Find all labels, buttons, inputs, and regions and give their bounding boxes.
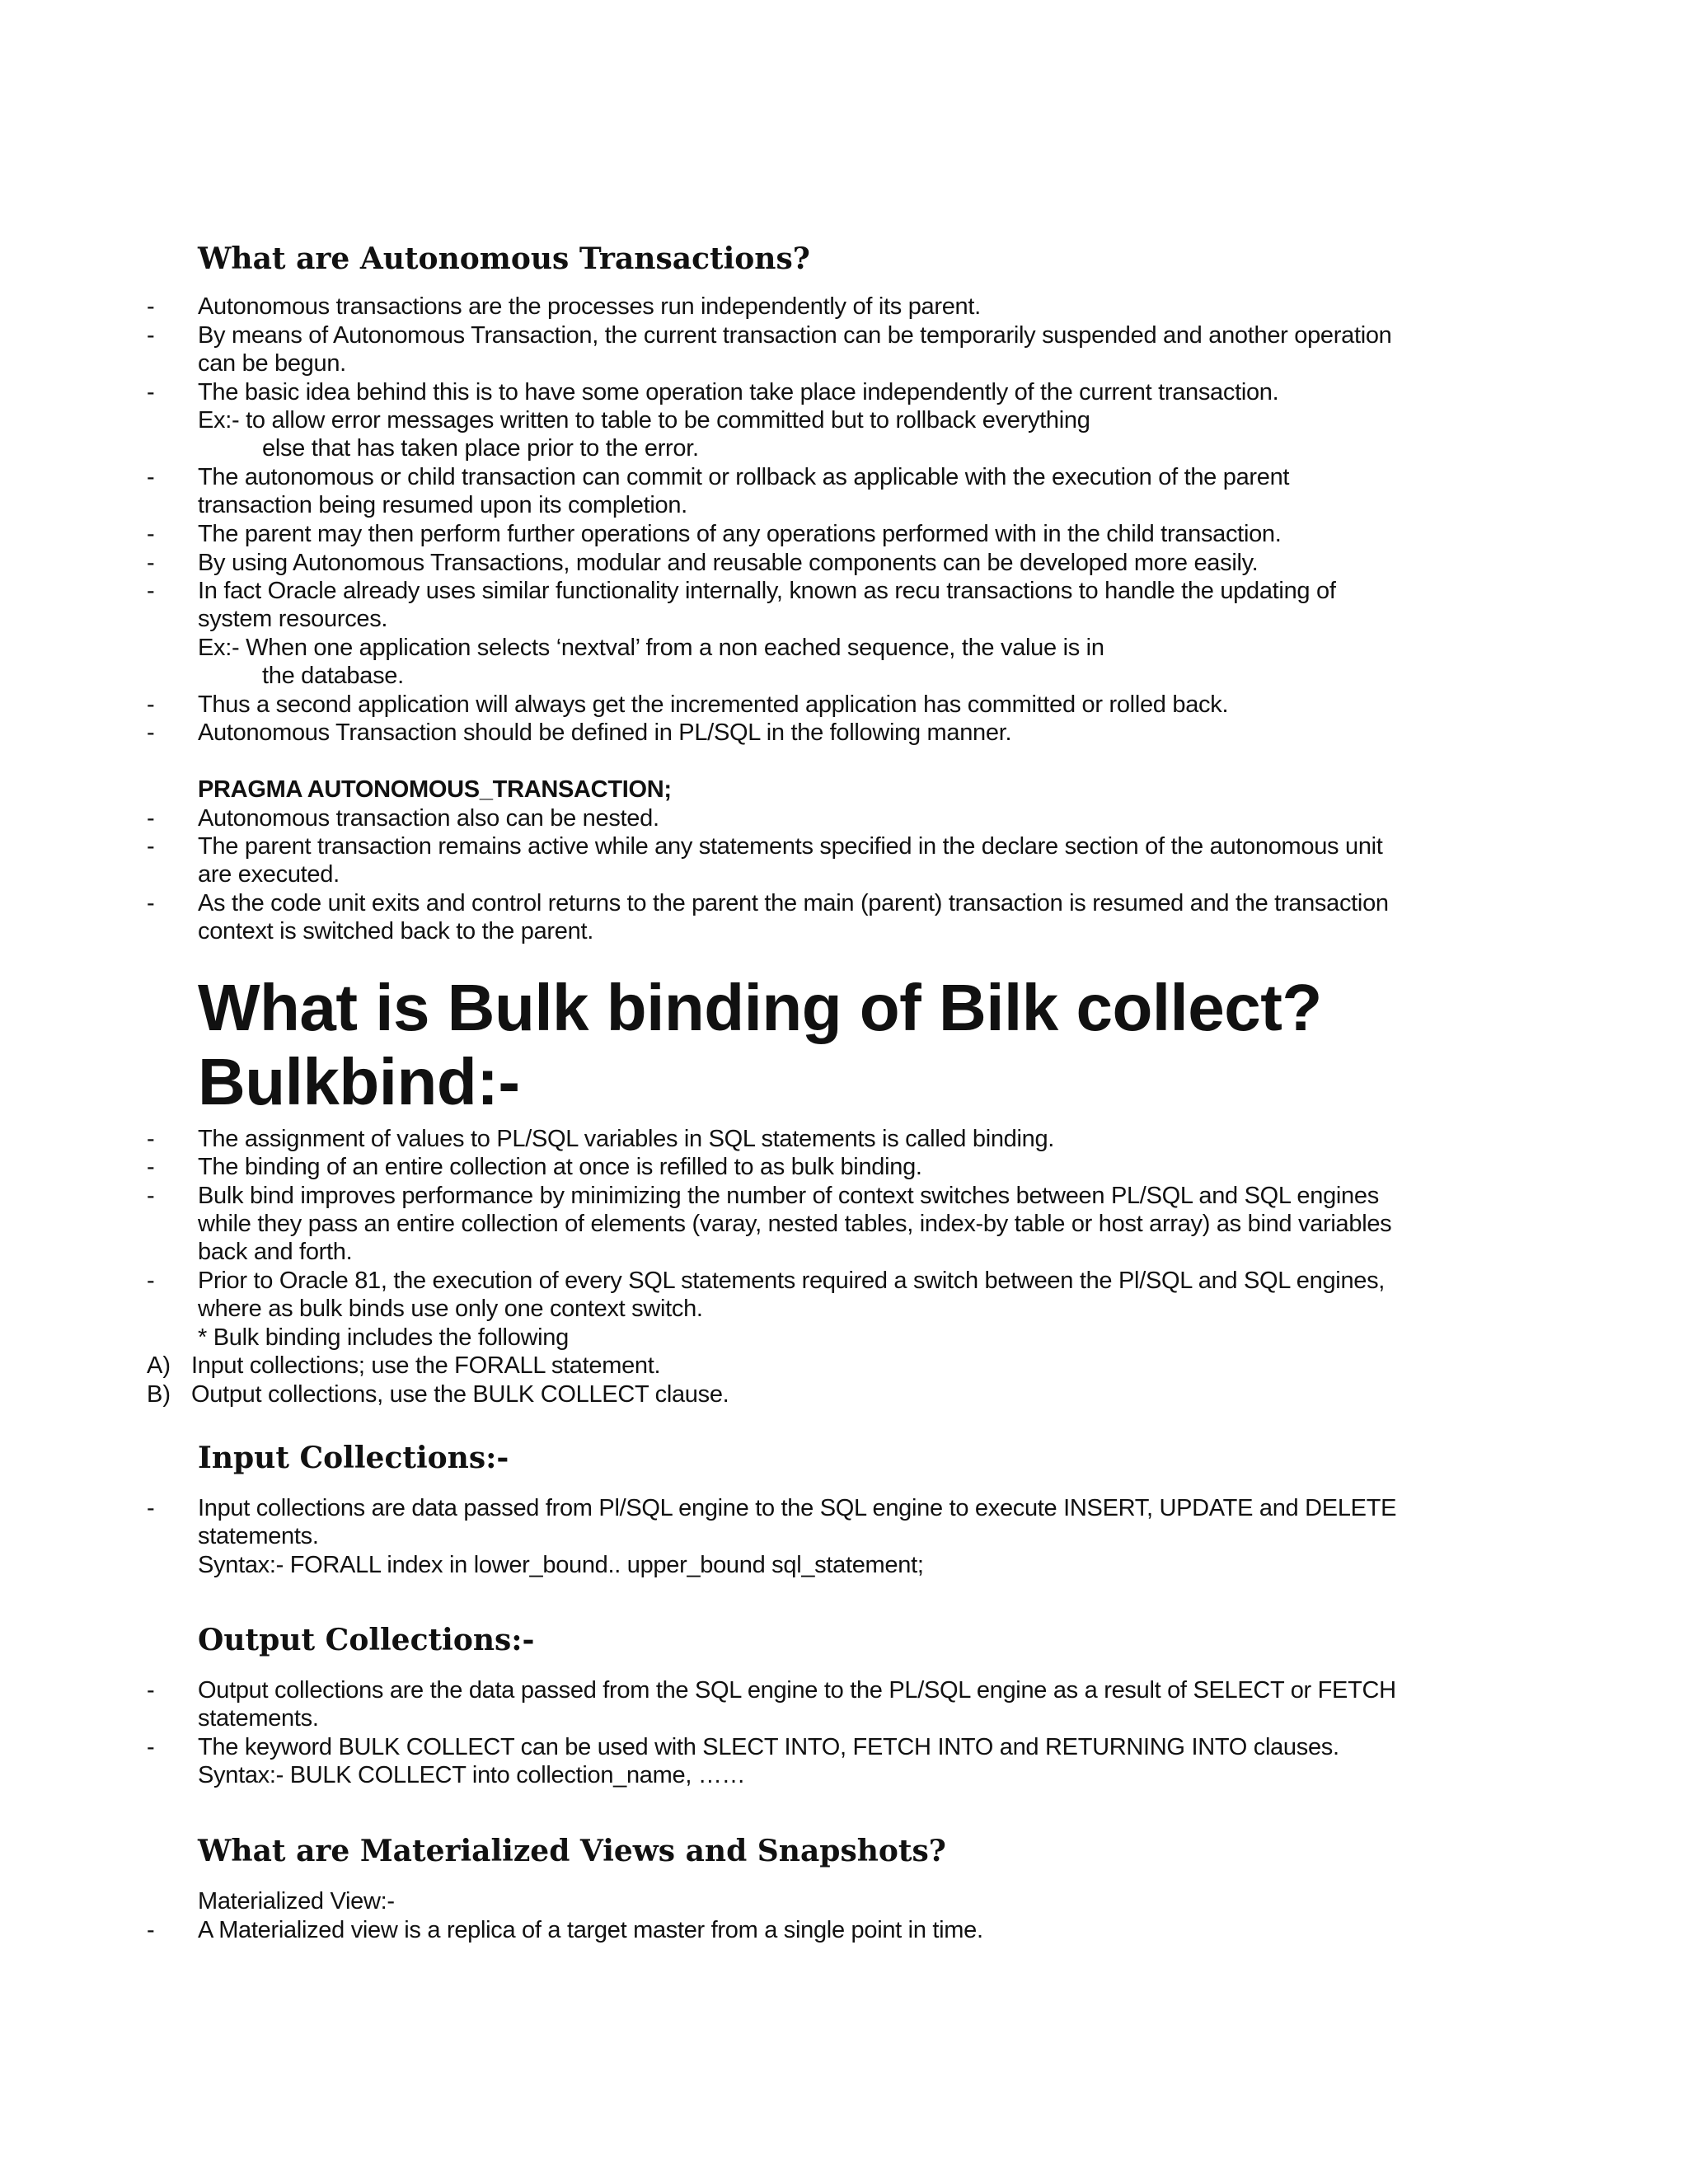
example-line-continuation: else that has taken place prior to the error.	[262, 435, 699, 462]
list-item-continuation: statements.	[198, 1523, 319, 1549]
list-item-continuation: are executed.	[198, 861, 340, 888]
list-item-continuation: can be begun.	[198, 350, 346, 377]
pragma-code-line: PRAGMA AUTONOMOUS_TRANSACTION;	[198, 776, 672, 803]
list-item: - Prior to Oracle 81, the execution of every SQL statements required a switch between the Pl/SQL and SQL engines,	[147, 1268, 1386, 1294]
list-item-continuation: context is switched back to the parent.	[198, 918, 593, 944]
syntax-line: Syntax:- BULK COLLECT into collection_name, ……	[198, 1762, 746, 1788]
list-item: - The autonomous or child transaction can commit or rollback as applicable with the execution of the parent	[147, 464, 1290, 490]
example-line-continuation: the database.	[262, 663, 404, 689]
example-line: Ex:- to allow error messages written to table to be committed but to rollback everything	[198, 407, 1090, 434]
list-item-continuation: while they pass an entire collection of elements (varay, nested tables, index-by table or host array) as bind variables	[198, 1211, 1392, 1237]
heading-materialized-views: What are Materialized Views and Snapshots?	[198, 1834, 946, 1868]
lettered-item-b: B) Output collections, use the BULK COLLECT clause.	[147, 1381, 729, 1408]
heading-output-collections: Output Collections:-	[198, 1623, 535, 1657]
note-line: * Bulk binding includes the following	[198, 1324, 569, 1351]
list-item: - Input collections are data passed from Pl/SQL engine to the SQL engine to execute INSERT, UPDATE and DELETE	[147, 1495, 1397, 1521]
list-item-continuation: transaction being resumed upon its completion.	[198, 492, 687, 518]
list-item: - Autonomous Transaction should be defined in PL/SQL in the following manner.	[147, 719, 1012, 746]
lettered-item-a: A) Input collections; use the FORALL statement.	[147, 1352, 661, 1379]
example-line: Ex:- When one application selects ‘nextval’ from a non eached sequence, the value is in	[198, 635, 1104, 661]
list-item: - As the code unit exits and control returns to the parent the main (parent) transaction is resumed and the transaction	[147, 890, 1389, 916]
syntax-line: Syntax:- FORALL index in lower_bound.. upper_bound sql_statement;	[198, 1552, 924, 1578]
list-item: - Thus a second application will always get the incremented application has committed or rolled back.	[147, 691, 1229, 718]
list-item: - The parent may then perform further operations of any operations performed with in the child transaction.	[147, 521, 1282, 547]
list-item: - A Materialized view is a replica of a target master from a single point in time.	[147, 1917, 983, 1943]
list-item: - Autonomous transaction also can be nested.	[147, 805, 659, 832]
list-item: - The keyword BULK COLLECT can be used with SLECT INTO, FETCH INTO and RETURNING INTO clauses.	[147, 1734, 1339, 1760]
list-item-continuation: system resources.	[198, 606, 388, 632]
list-item: - The assignment of values to PL/SQL variables in SQL statements is called binding.	[147, 1126, 1055, 1152]
list-item-continuation: statements.	[198, 1705, 319, 1732]
list-item: - Output collections are the data passed from the SQL engine to the PL/SQL engine as a result of SELECT or FETCH	[147, 1677, 1396, 1704]
list-item-continuation: back and forth.	[198, 1239, 353, 1265]
list-item: - In fact Oracle already uses similar functionality internally, known as recu transactions to handle the updating of	[147, 578, 1336, 604]
list-item: - Bulk bind improves performance by minimizing the number of context switches between PL/SQL and SQL engines	[147, 1183, 1379, 1209]
list-item: - The basic idea behind this is to have some operation take place independently of the current transaction.	[147, 379, 1279, 405]
subheading-line: Materialized View:-	[198, 1888, 395, 1915]
heading-autonomous-transactions: What are Autonomous Transactions?	[198, 241, 810, 276]
heading-input-collections: Input Collections:-	[198, 1441, 509, 1475]
list-item-continuation: where as bulk binds use only one context switch.	[198, 1296, 703, 1322]
list-item: - Autonomous transactions are the processes run independently of its parent.	[147, 293, 981, 320]
heading-bulkbind: Bulkbind:-	[198, 1045, 520, 1118]
heading-bulk-binding: What is Bulk binding of Bilk collect?	[198, 971, 1322, 1044]
list-item: - The binding of an entire collection at once is refilled to as bulk binding.	[147, 1154, 922, 1180]
list-item: - The parent transaction remains active while any statements specified in the declare section of the autonomous unit	[147, 833, 1383, 860]
list-item: - By using Autonomous Transactions, modular and reusable components can be developed more easily.	[147, 550, 1259, 576]
list-item: - By means of Autonomous Transaction, the current transaction can be temporarily suspended and another operation	[147, 322, 1392, 349]
